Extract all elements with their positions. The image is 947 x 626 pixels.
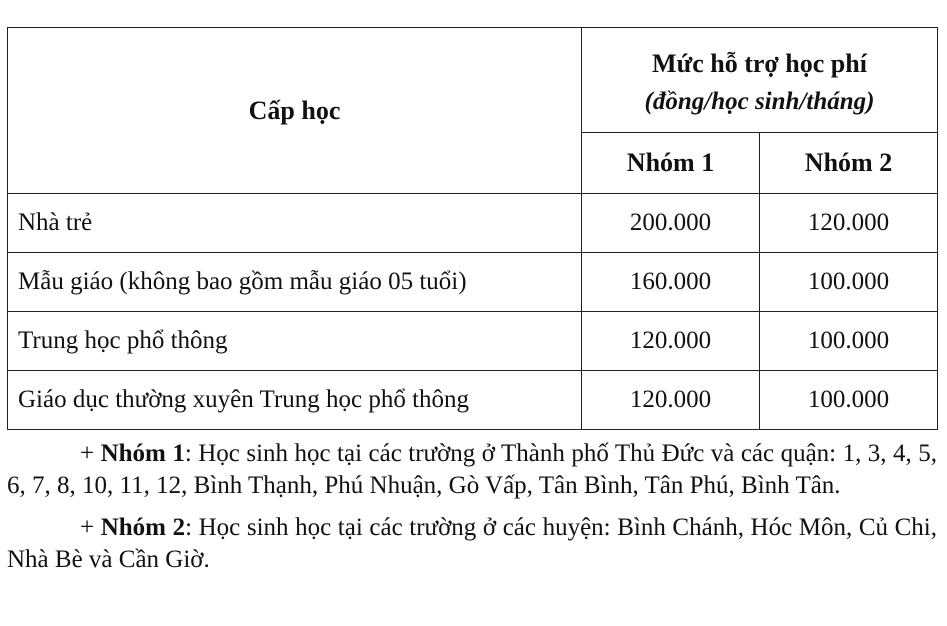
note-group-2	[7, 512, 937, 576]
table-row	[8, 371, 938, 430]
row-group1-value: 120.000	[582, 312, 760, 371]
notes-section	[7, 438, 937, 586]
header-group-1: Nhóm 1	[582, 132, 760, 193]
header-support	[582, 28, 938, 133]
row-group2-value: 100.000	[760, 253, 938, 312]
row-group2-value: 100.000	[760, 371, 938, 430]
header-level: Cấp học	[8, 28, 582, 194]
header-support-unit: (đồng/học sinh/tháng)	[644, 87, 875, 115]
table-row	[8, 253, 938, 312]
row-group1-value: 200.000	[582, 194, 760, 253]
row-level: Mẫu giáo (không bao gồm mẫu giáo 05 tuổi)	[8, 253, 582, 312]
note-label: Nhóm 2	[100, 514, 186, 541]
note-text: : Học sinh học tại các trường ở các huyện: Bình Chánh, Hóc Môn, Củ Chi, Nhà Bè và Cần Giờ.	[7, 514, 937, 573]
row-group1-value: 120.000	[582, 371, 760, 430]
row-level: Trung học phổ thông	[8, 312, 582, 371]
row-level: Giáo dục thường xuyên Trung học phổ thông	[8, 371, 582, 430]
note-group-1	[7, 438, 937, 502]
note-label: Nhóm 1	[100, 440, 185, 467]
header-support-title: Mức hỗ trợ học phí	[652, 48, 867, 78]
note-prefix: +	[80, 440, 101, 467]
row-group2-value: 120.000	[760, 194, 938, 253]
row-level: Nhà trẻ	[8, 194, 582, 253]
table-row	[8, 194, 938, 253]
table-row	[8, 312, 938, 371]
table-header-row	[8, 28, 938, 133]
tuition-support-table	[7, 27, 938, 430]
row-group2-value: 100.000	[760, 312, 938, 371]
header-group-2: Nhóm 2	[760, 132, 938, 193]
row-group1-value: 160.000	[582, 253, 760, 312]
note-text: : Học sinh học tại các trường ở Thành phố Thủ Đức và các quận: 1, 3, 4, 5, 6, 7, 8, 10, 11, 12, Bình Thạnh, Phú Nhuận, Gò Vấp, Tân Bình, Tân Phú, Bình Tân.	[7, 440, 937, 499]
note-prefix: +	[80, 514, 101, 541]
